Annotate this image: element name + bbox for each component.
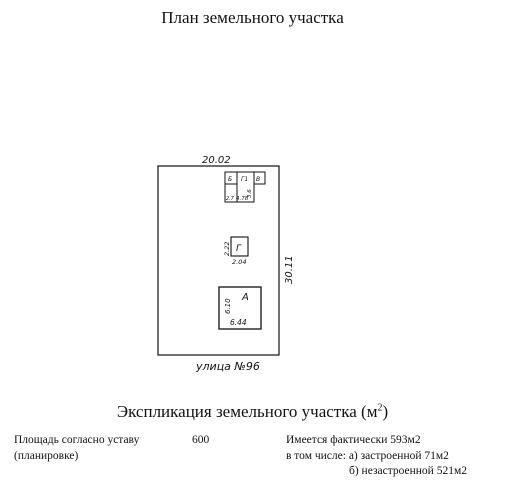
charter-area-label-2: (планировке) <box>14 450 79 462</box>
label-v: В <box>256 176 261 183</box>
label-36: 3.6 <box>247 189 253 198</box>
label-478: 4.78 <box>236 196 249 202</box>
house <box>219 287 261 329</box>
unbuilt-area: б) незастроенной 521м2 <box>349 465 467 477</box>
house-dim-left: 6.10 <box>224 298 232 314</box>
label-g1: Г1 <box>241 176 249 183</box>
actual-area: Имеется фактически 593м2 <box>286 434 421 446</box>
garage <box>223 237 248 266</box>
charter-area-value: 600 <box>192 434 210 446</box>
house-label: А <box>242 292 249 303</box>
outbuildings <box>225 172 265 202</box>
label-b: Б <box>228 176 233 183</box>
house-dim-bottom: 6.44 <box>230 318 247 327</box>
page-title: План земельного участка <box>161 8 344 27</box>
label-27: 2.7 <box>226 196 234 202</box>
built-area: в том числе: а) застроенной 71м2 <box>286 450 449 462</box>
right-dimension: 30.11 <box>284 255 295 284</box>
explication-title: Экспликация земельного участка $(м^2)$ <box>116 402 389 421</box>
garage-dim-left: 2.22 <box>223 241 231 256</box>
street-label: улица №96 <box>196 360 260 373</box>
garage-dim-bottom: 2.04 <box>232 258 247 266</box>
top-dimension: 20.02 <box>202 155 231 166</box>
garage-label: Г <box>236 244 242 254</box>
charter-area-label: Площадь согласно уставу <box>14 434 140 446</box>
